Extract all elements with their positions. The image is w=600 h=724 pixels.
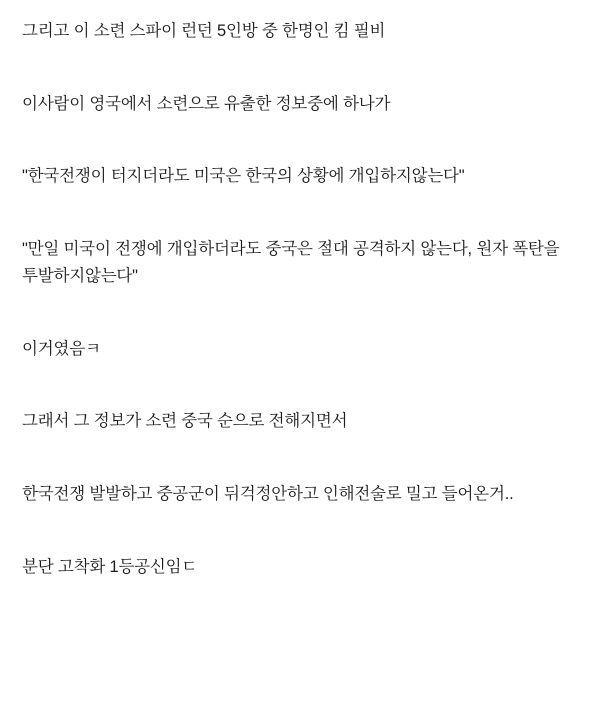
paragraph-7: 한국전쟁 발발하고 중공군이 뒤걱정안하고 인해전술로 밀고 들어온거.. [22, 485, 514, 504]
paragraph-spacer [22, 362, 578, 408]
paragraph-spacer [22, 117, 578, 163]
paragraph-8: 분단 고착화 1등공신임ㄷ [22, 557, 198, 576]
paragraph-spacer [22, 190, 578, 236]
paragraph-4: "만일 미국이 전쟁에 개입하더라도 중국은 절대 공격하지 않는다, 원자 폭탄을 투발하지않는다" [22, 240, 564, 285]
paragraph-spacer [22, 290, 578, 336]
paragraph-5: 이거였음ㅋ [22, 339, 101, 358]
paragraph-6: 그래서 그 정보가 소련 중국 순으로 전해지면서 [22, 412, 348, 431]
paragraph-spacer [22, 508, 578, 554]
paragraph-spacer [22, 435, 578, 481]
paragraph-1: 그리고 이 소련 스파이 런던 5인방 중 한명인 킴 필비 [22, 22, 386, 40]
paragraph-2: 이사람이 영국에서 소련으로 유출한 정보중에 하나가 [22, 94, 391, 113]
paragraph-3: "한국전쟁이 터지더라도 미국은 한국의 상황에 개입하지않는다" [22, 167, 465, 186]
paragraph-spacer [22, 45, 578, 91]
